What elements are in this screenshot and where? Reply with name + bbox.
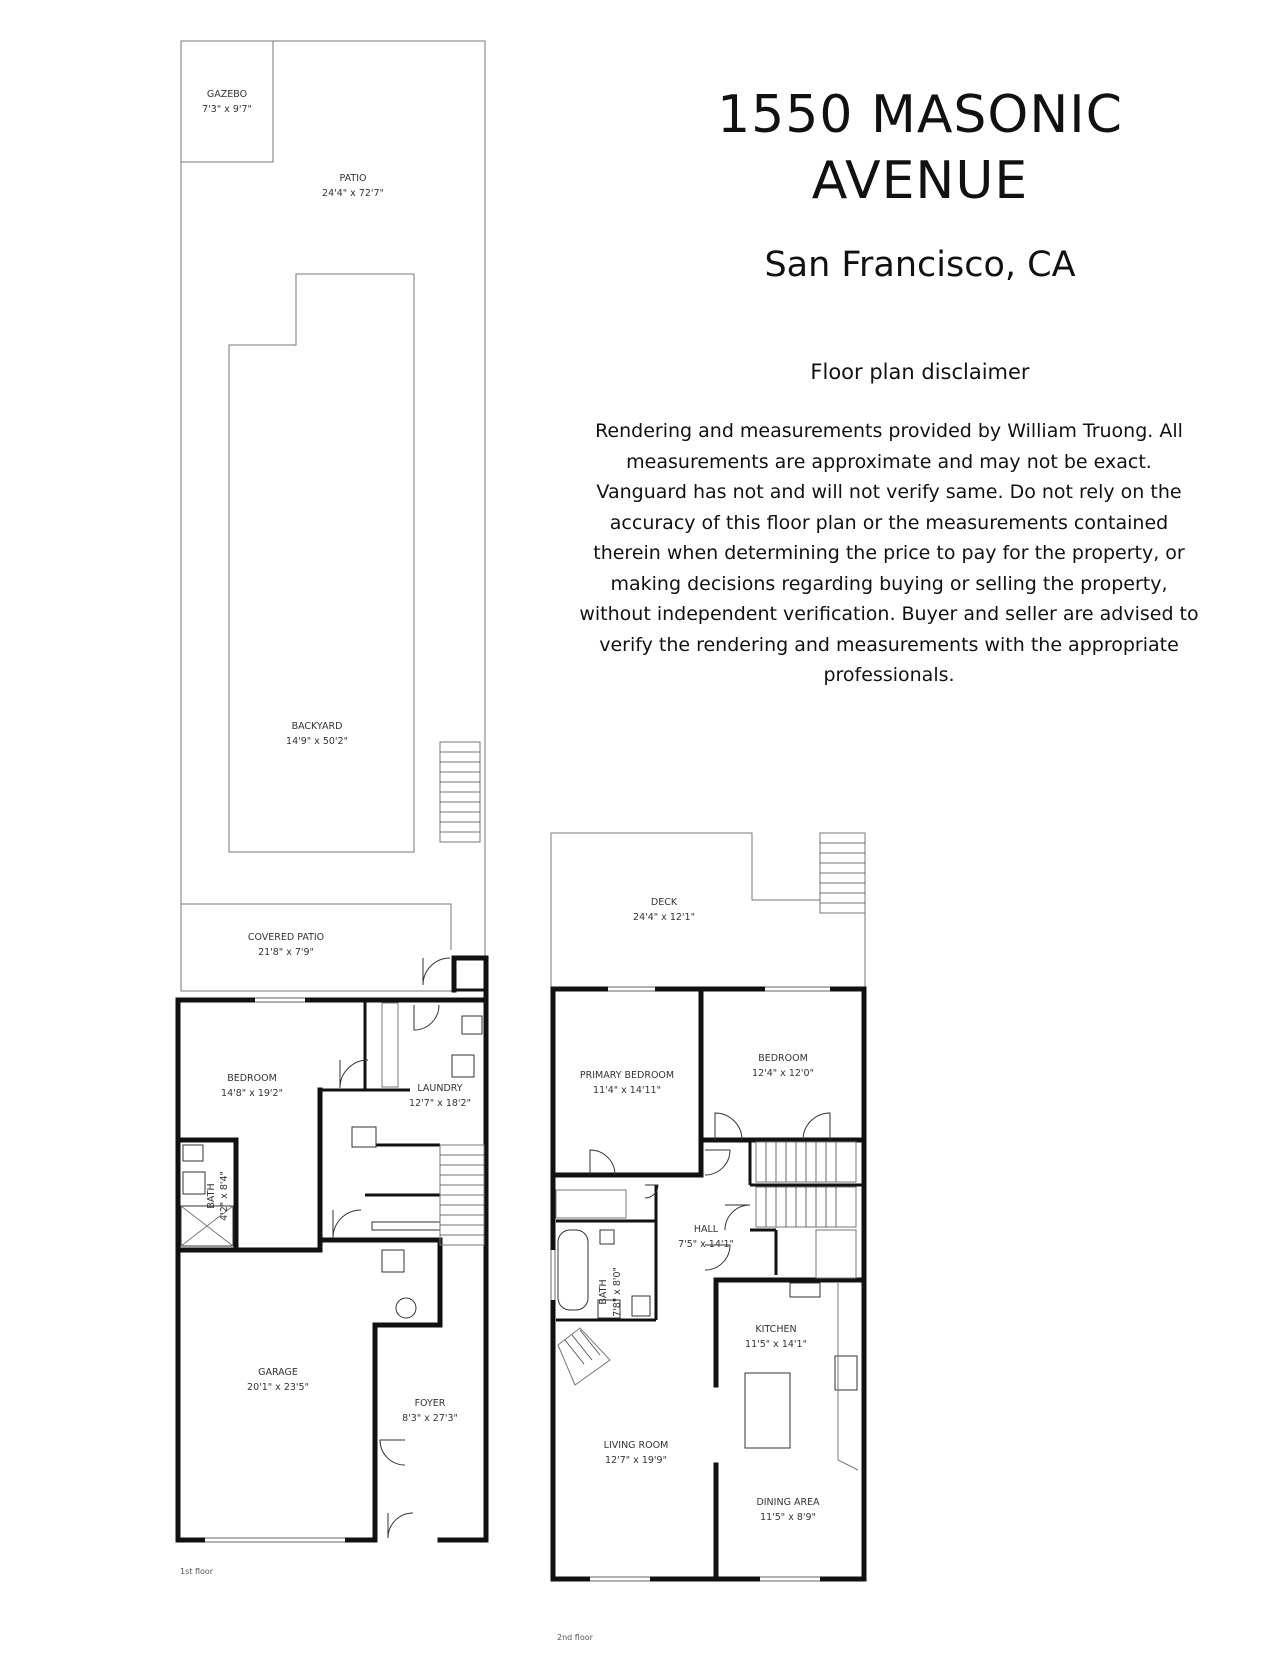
hall-label: HALL [693, 1224, 719, 1235]
patio-dims: 24'4" x 72'7" [322, 188, 384, 199]
foyer-label: FOYER [414, 1398, 446, 1409]
kitchen-dims: 11'5" x 14'1" [745, 1339, 807, 1350]
bath2-dims: 7'8" x 8'0" [612, 1267, 623, 1317]
floor1-doors [333, 958, 450, 1538]
floor1-label: 1st floor [180, 1567, 214, 1576]
floor2-exterior [551, 833, 865, 987]
disclaimer-body: Rendering and measurements provided by William Truong. All measurements are approximate and may not be exact. Vanguard has not and will not verify same. Do not rely on the accuracy of this floor plan or the measurements contained therein when determining the price to pay for the property, or making decisions regarding buying or selling the property, without independent verification. Buyer and seller are advised to verify the rendering and measurements with the appropriate professionals. [579, 420, 1199, 686]
page-subtitle: San Francisco, CA [764, 245, 1076, 285]
backyard-label: BACKYARD [291, 721, 343, 732]
backyard-area [229, 274, 414, 852]
dryer-icon [452, 1055, 474, 1077]
foyer-dims: 8'3" x 27'3" [402, 1413, 458, 1424]
gazebo-dims: 7'3" x 9'7" [202, 104, 252, 115]
garage-dims: 20'1" x 23'5" [247, 1382, 309, 1393]
deck-dims: 24'4" x 12'1" [633, 912, 695, 923]
primary-bedroom-label: PRIMARY BEDROOM [579, 1070, 675, 1081]
gazebo-area [181, 41, 273, 162]
laundry-label: LAUNDRY [417, 1083, 463, 1094]
patio-label: PATIO [339, 173, 367, 184]
floor1-exterior [181, 41, 485, 991]
disclaimer-heading: Floor plan disclaimer [810, 360, 1030, 384]
utility-sink-icon [462, 1016, 482, 1034]
living-room-label: LIVING ROOM [603, 1440, 669, 1451]
floor1-walls [178, 958, 486, 1542]
dining-area-label: DINING AREA [756, 1497, 820, 1508]
primary-bedroom-dims: 11'4" x 14'11" [593, 1085, 661, 1096]
covered-patio-dims: 21'8" x 7'9" [258, 947, 314, 958]
toilet-icon [632, 1296, 650, 1316]
water-heater-icon [382, 1250, 404, 1272]
dining-area-dims: 11'5" x 8'9" [760, 1512, 816, 1523]
garage-label: GARAGE [258, 1367, 298, 1378]
sink-icon [183, 1172, 205, 1194]
deck-label: DECK [650, 897, 678, 908]
electrical-panel-icon [396, 1298, 416, 1318]
bedroom1-dims: 14'8" x 19'2" [221, 1088, 283, 1099]
bath1-label: BATH [206, 1183, 217, 1209]
gazebo-label: GAZEBO [206, 89, 248, 100]
floor1-labels [180, 89, 471, 1576]
bath1-dims: 4'2" x 8'4" [219, 1171, 230, 1221]
bedroom2-dims: 12'4" x 12'0" [752, 1068, 814, 1079]
floor2-fixtures [556, 1142, 858, 1470]
bathtub-icon [558, 1230, 588, 1310]
laundry-dims: 12'7" x 18'2" [409, 1098, 471, 1109]
bath2-label: BATH [598, 1279, 609, 1305]
backyard-dims: 14'9" x 50'2" [286, 736, 348, 747]
bedroom2-label: BEDROOM [758, 1053, 808, 1064]
covered-patio-label: COVERED PATIO [247, 932, 325, 943]
toilet-icon [183, 1145, 203, 1161]
living-room-dims: 12'7" x 19'9" [605, 1455, 667, 1466]
kitchen-island-icon [745, 1373, 790, 1448]
floor2-labels [557, 897, 820, 1642]
kitchen-sink-icon [790, 1283, 820, 1297]
bedroom1-label: BEDROOM [227, 1073, 277, 1084]
floor2-label: 2nd floor [557, 1633, 593, 1642]
washer-icon [352, 1127, 376, 1147]
hall-dims: 7'5" x 14'1" [678, 1239, 734, 1250]
page-title: 1550 MASONIC AVENUE [717, 85, 1123, 211]
kitchen-label: KITCHEN [755, 1324, 797, 1335]
